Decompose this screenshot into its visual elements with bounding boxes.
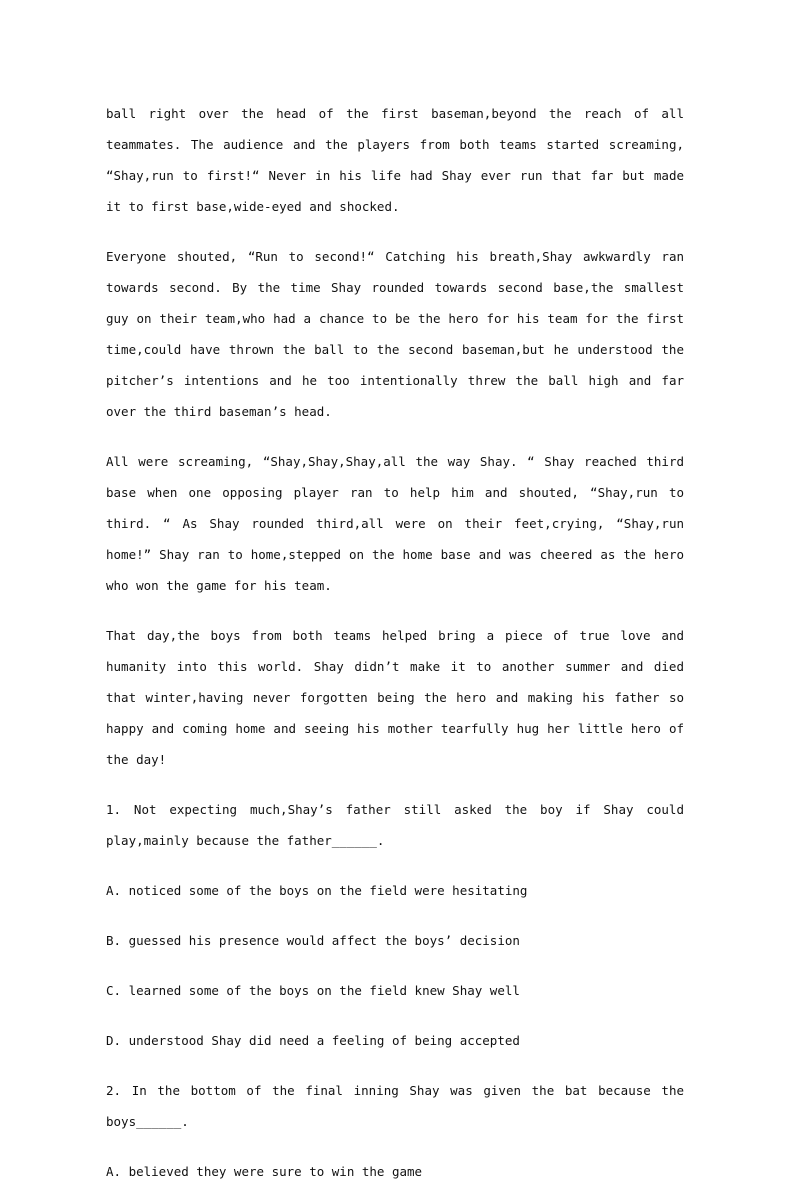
question-1-option-a: A. noticed some of the boys on the field were hesitating bbox=[106, 883, 528, 898]
question-1-option-d: D. understood Shay did need a feeling of being accepted bbox=[106, 1033, 520, 1048]
question-2-option-a: A. believed they were sure to win the game bbox=[106, 1164, 423, 1179]
question-1-option-c: C. learned some of the boys on the field knew Shay well bbox=[106, 983, 520, 998]
story-paragraph-1: ball right over the head of the first baseman,beyond the reach of all teammates. The audience and the players from both teams started screaming, “Shay,run to first!“ Never in his life had Shay ever run that far but made it to first base,wide-eyed and shocked. bbox=[106, 106, 684, 214]
story-paragraph-4: That day,the boys from both teams helped bring a piece of true love and humanity into this world. Shay didn’t make it to another summer and died that winter,having never forgotten being the hero and making his father so happy and coming home and seeing his mother tearfully hug her little hero of the day! bbox=[106, 628, 684, 767]
story-paragraph-3: All were screaming, “Shay,Shay,Shay,all the way Shay. “ Shay reached third base when one opposing player ran to help him and shouted, “Shay,run to third. “ As Shay rounded third,all were on their feet,crying, “Shay,run home!” Shay ran to home,stepped on the home base and was cheered as the hero who won the game for his team. bbox=[106, 454, 684, 593]
story-paragraph-2: Everyone shouted, “Run to second!“ Catching his breath,Shay awkwardly ran towards second. By the time Shay rounded towards second base,the smallest guy on their team,who had a chance to be the hero for his team for the first time,could have thrown the ball to the second baseman,but he understood the pitcher’s intentions and he too intentionally threw the ball high and far over the third baseman’s head. bbox=[106, 249, 684, 419]
question-2: 2. In the bottom of the final inning Shay was given the bat because the boys______. bbox=[106, 1083, 684, 1129]
question-1-option-b: B. guessed his presence would affect the boys’ decision bbox=[106, 933, 520, 948]
document-body bbox=[106, 98, 684, 1187]
question-1: 1. Not expecting much,Shay’s father still asked the boy if Shay could play,mainly because the father______. bbox=[106, 802, 684, 848]
